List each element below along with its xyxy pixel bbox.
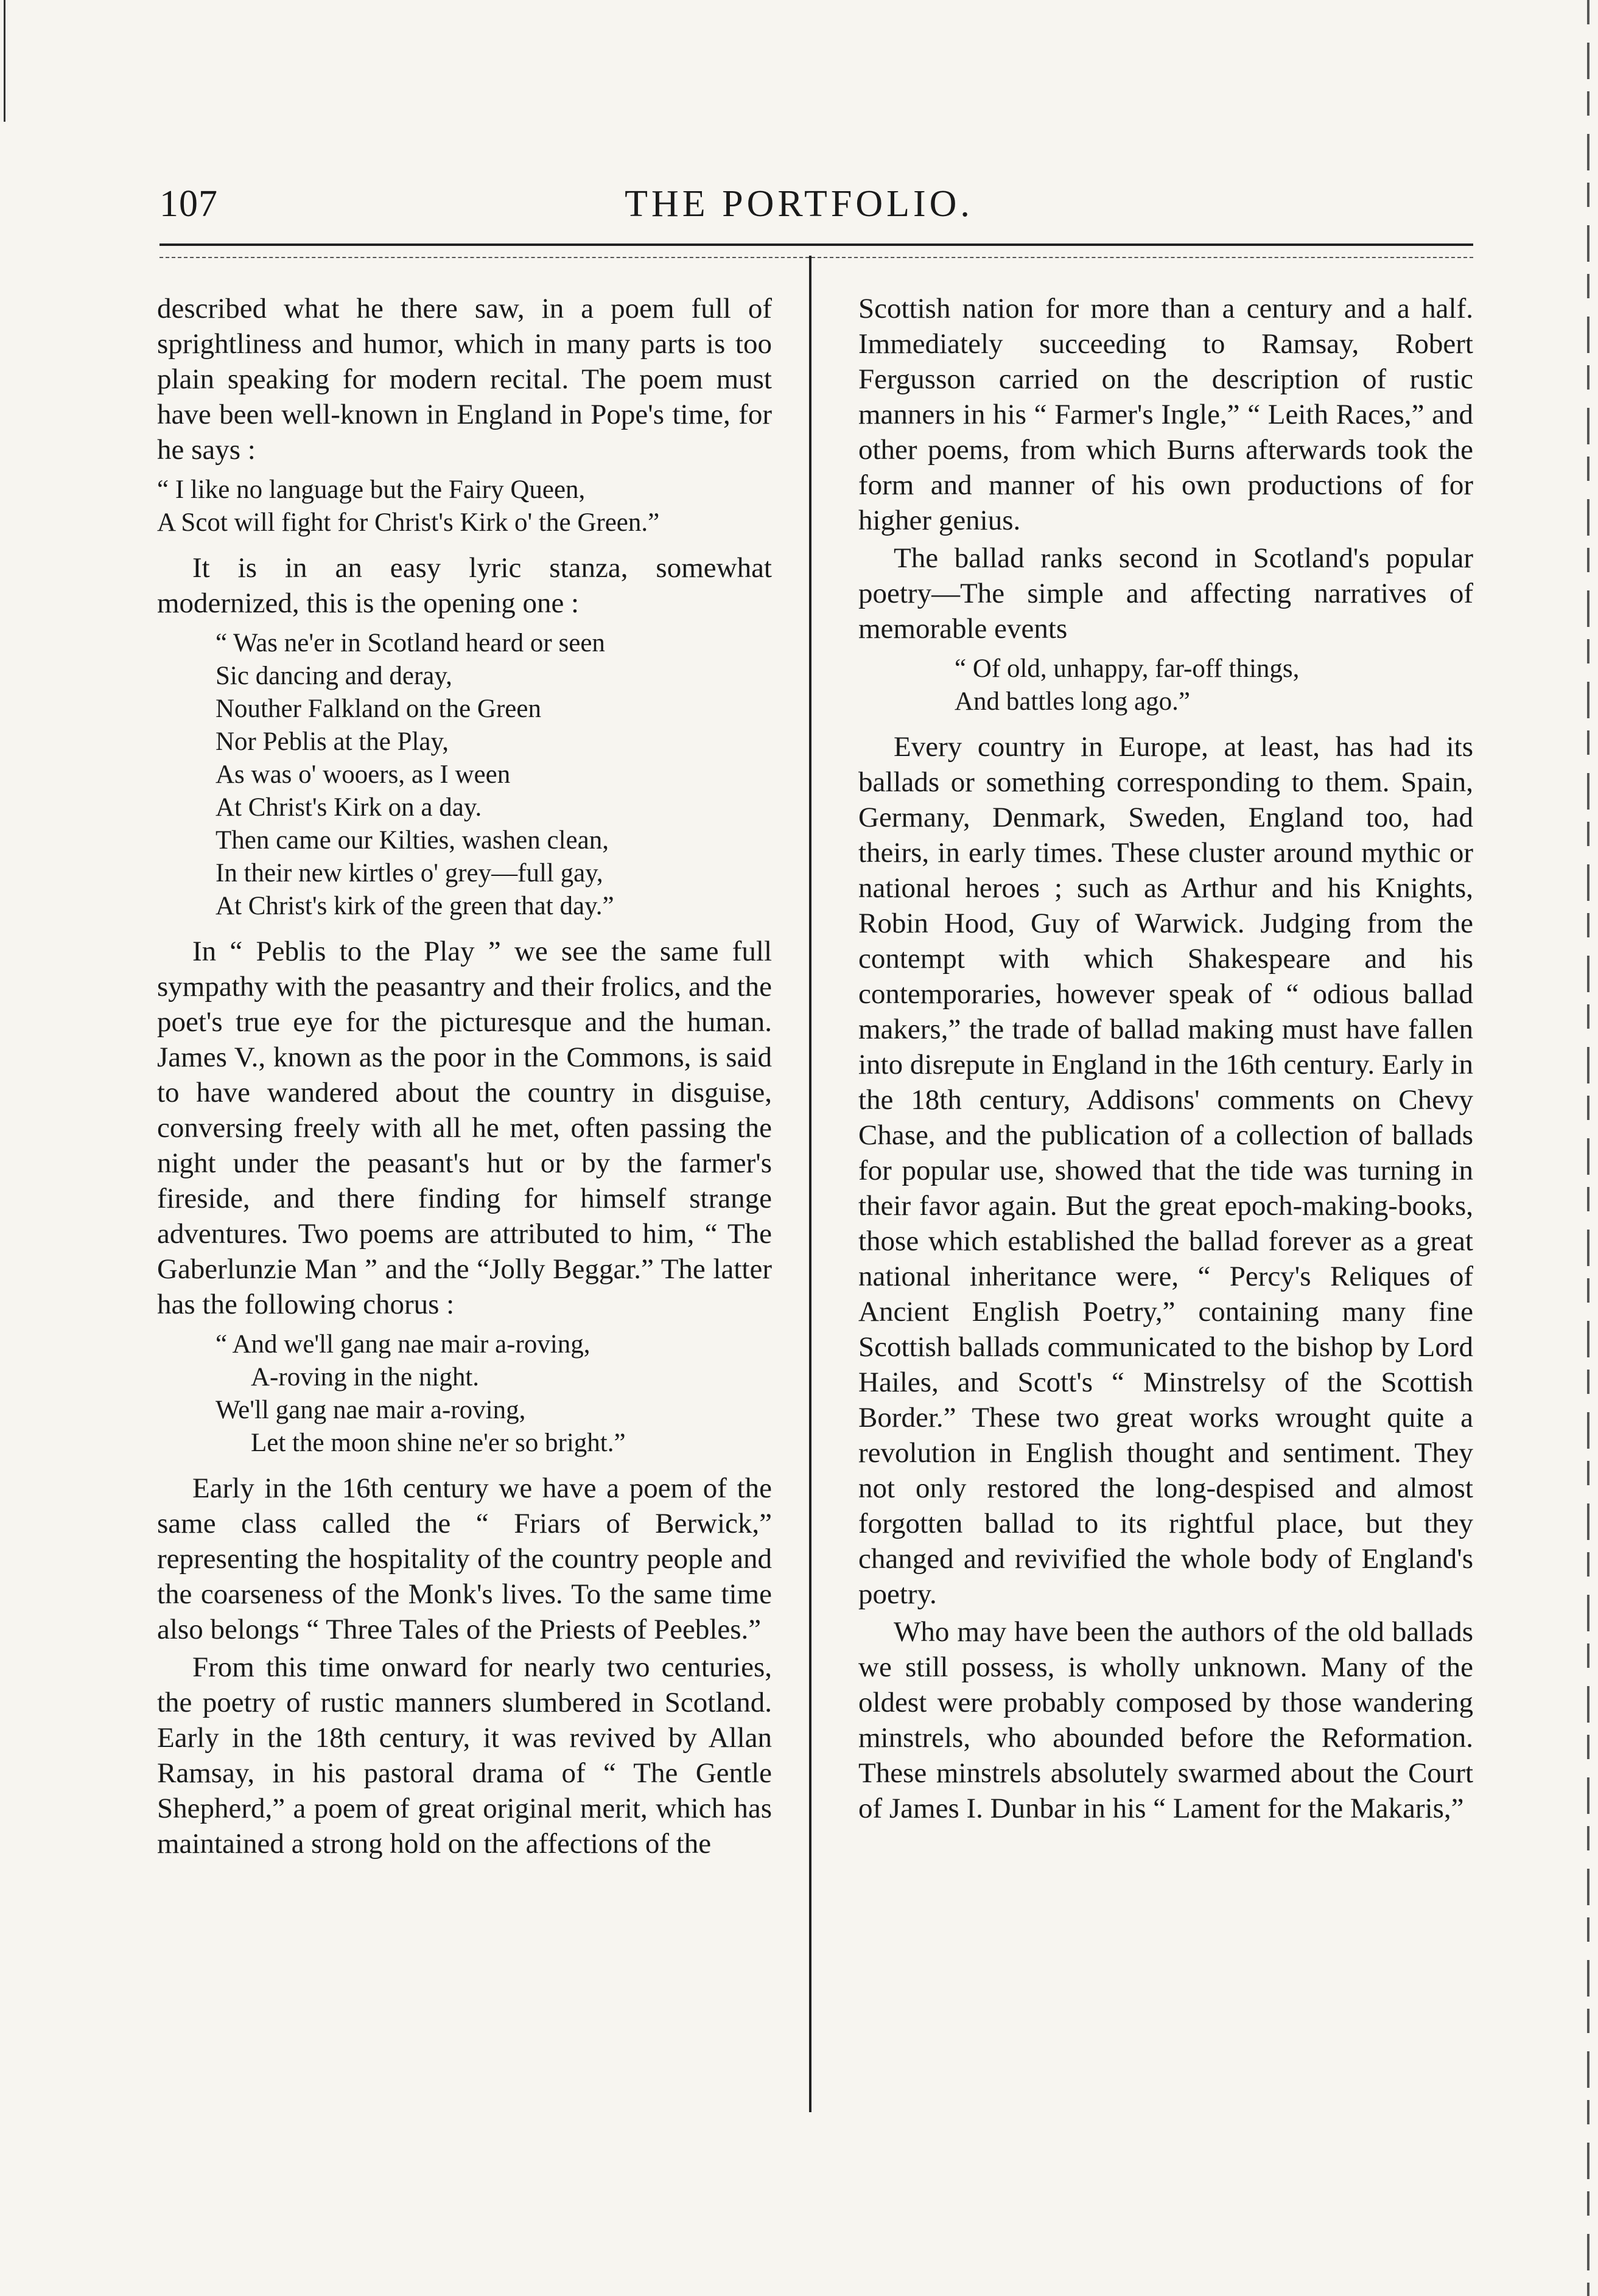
paragraph: It is in an easy lyric stanza, somewhat modernized, this is the opening one : [157, 552, 772, 619]
column-divider [809, 256, 811, 2112]
verse-line: Then came our Kilties, washen clean, [216, 826, 609, 855]
opening-stanza [157, 627, 772, 923]
verse-line: Nor Peblis at the Play, [216, 727, 449, 756]
jolly-beggar-chorus [157, 1328, 772, 1460]
ballad-quote [858, 653, 1473, 718]
verse-line: A-roving in the night. [251, 1363, 480, 1391]
verse-line: Nouther Falkland on the Green [216, 695, 541, 723]
paragraph: From this time onward for nearly two centuries, the poetry of rustic manners slumbered in Scotland. Early in the 18th century, it was revived by Allan Ramsay, in his pastoral drama of “ The Gentle Shepherd,” a poem of great original merit, which has maintained a strong hold on the affections of the [157, 1651, 772, 1860]
verse-line: “ Was ne'er in Scotland heard or seen [216, 629, 605, 657]
verse-line: “ Of old, unhappy, far-off things, [955, 654, 1300, 683]
pope-quote [157, 474, 772, 539]
verse-line: And battles long ago.” [955, 687, 1190, 716]
left-column [157, 291, 772, 1861]
paragraph: In “ Peblis to the Play ” we see the same full sympathy with the peasantry and their frolics, and the poet's true eye for the picturesque and the human. James V., known as the poor in the Commons, is said to have wandered about the country in disguise, conversing freely with all he met, often passing the night under the peasant's hut or by the farmer's fireside, and there finding for himself strange adventures. Two poems are attributed to him, “ The Gaberlunzie Man ” and the “Jolly Beggar.” The latter has the following chorus : [157, 936, 772, 1320]
paragraph: Scottish nation for more than a century and a half. Immediately succeeding to Ramsay, Robert Fergusson carried on the description of rustic manners in his “ Farmer's Ingle,” “ Leith Races,” and other poems, from which Burns afterwards took the form and manner of his own productions of for higher genius. [858, 293, 1473, 536]
header-rule-dashed [159, 257, 1473, 258]
paragraph: Early in the 16th century we have a poem of the same class called the “ Friars of Berwick,” representing the hospitality of the country people and the coarseness of the Monk's lives. To the same time also belongs “ Three Tales of the Priests of Peebles.” [157, 1472, 772, 1645]
verse-line: We'll gang nae mair a-roving, [216, 1396, 526, 1424]
verse-line: Let the moon shine ne'er so bright.” [251, 1429, 626, 1457]
paragraph: The ballad ranks second in Scotland's popular poetry—The simple and affecting narratives of memorable events [858, 542, 1473, 645]
verse-line: As was o' wooers, as I ween [216, 760, 511, 789]
paragraph: Every country in Europe, at least, has had its ballads or something corresponding to them. Spain, Germany, Denmark, Sweden, England too, had theirs, in early times. These cluster around mythic or national heroes ; such as Arthur and his Knights, Robin Hood, Guy of Warwick. Judging from the contempt with which Shakespeare and his contemporaries, however speak of “ odious ballad makers,” the trade of ballad making must have fallen into disrepute in England in the 16th century. Early in the 18th century, Addisons' comments on Chevy Chase, and the publication of a collection of ballads for popular use, showed that the tide was turning in their favor again. But the great epoch-making-books, those which established the ballad forever as a great national inheritance were, “ Percy's Reliques of Ancient English Poetry,” containing many fine Scottish ballads communicated to the bishop by Lord Hailes, and Scott's “ Minstrelsy of the Scottish Border.” These two great works wrought quite a revolution in English thought and sentiment. They not only restored the long-despised and almost forgotten ballad to its rightful place, but they changed and revivified the whole body of England's poetry. [858, 731, 1473, 1610]
verse-line: In their new kirtles o' grey—full gay, [216, 859, 603, 887]
page-number: 107 [159, 183, 218, 225]
paragraph: described what he there saw, in a poem full of sprightliness and humor, which in many parts is too plain speaking for modern recital. The poem must have been well-known in England in Pope's time, for he says : [157, 293, 772, 466]
verse-line: A Scot will fight for Christ's Kirk o' the Green.” [157, 508, 660, 537]
header-rule [159, 243, 1473, 246]
verse-line: “ And we'll gang nae mair a-roving, [216, 1330, 590, 1359]
right-column [858, 291, 1473, 1826]
scan-edge-right [1587, 0, 1589, 2296]
verse-line: At Christ's Kirk on a day. [216, 793, 482, 822]
paragraph: Who may have been the authors of the old ballads we still possess, is wholly unknown. Many of the oldest were probably composed by those wandering minstrels, who abounded before the Reformation. These minstrels absolutely swarmed about the Court of James I. Dunbar in his “ Lament for the Makaris,” [858, 1616, 1473, 1824]
verse-line: “ I like no language but the Fairy Queen, [157, 475, 586, 504]
verse-line: Sic dancing and deray, [216, 662, 452, 690]
running-head-title: THE PORTFOLIO. [625, 183, 973, 225]
scan-edge-left [4, 0, 5, 122]
verse-line: At Christ's kirk of the green that day.” [216, 892, 614, 920]
